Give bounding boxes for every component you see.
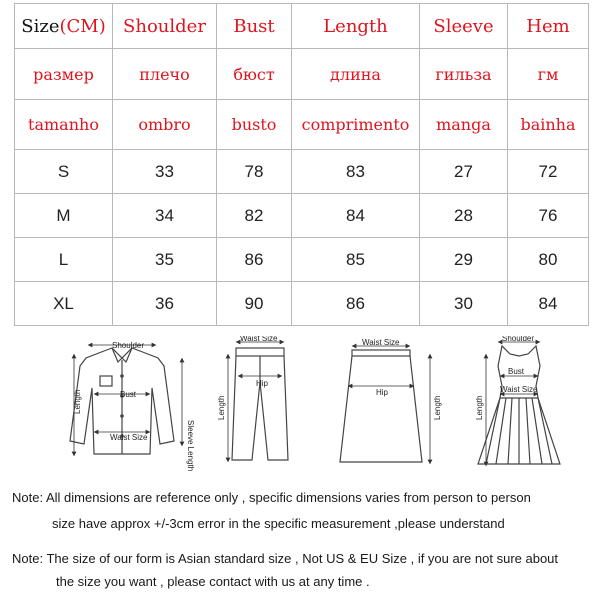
table-cell: 28 (420, 194, 508, 238)
russian-cell: бюст (217, 49, 292, 100)
note-1-line-2: size have approx +/-3cm error in the specific measurement ,please understand (52, 516, 505, 531)
header-cell: Shoulder (113, 4, 217, 49)
notes-section (0, 478, 600, 600)
russian-cell: размер (15, 49, 113, 100)
portuguese-cell: manga (420, 100, 508, 150)
table-cell: 33 (113, 150, 217, 194)
table-cell: 83 (292, 150, 420, 194)
dress-length-label: Length (475, 395, 484, 420)
table-cell: 30 (420, 282, 508, 326)
table-cell: 27 (420, 150, 508, 194)
table-cell: 85 (292, 238, 420, 282)
shirt-sleeve-label: Sleeve Length (186, 420, 195, 472)
portuguese-cell: comprimento (292, 100, 420, 150)
russian-cell: длина (292, 49, 420, 100)
table-cell: 29 (420, 238, 508, 282)
header-cell: Sleeve (420, 4, 508, 49)
table-cell: 72 (508, 150, 589, 194)
table-header-row (15, 4, 589, 49)
size-cell: M (15, 194, 113, 238)
portuguese-cell: tamanho (15, 100, 113, 150)
table-cell: 34 (113, 194, 217, 238)
table-cell: 84 (508, 282, 589, 326)
note-2-line-1: Note: The size of our form is Asian standard size , Not US & EU Size , if you are not sure about (12, 551, 559, 566)
table-cell: 35 (113, 238, 217, 282)
table-row (15, 238, 589, 282)
table-cell: 82 (217, 194, 292, 238)
table-row-portuguese (15, 100, 589, 150)
garment-diagrams (0, 336, 600, 474)
size-cell: L (15, 238, 113, 282)
pants-waist-label: Waist Size (240, 336, 278, 343)
size-cell: XL (15, 282, 113, 326)
dress-waist-label: Waist Size (500, 385, 538, 394)
russian-cell: гильза (420, 49, 508, 100)
table-cell: 36 (113, 282, 217, 326)
shirt-bust-label: Bust (120, 390, 137, 399)
measurement-illustrations (0, 336, 600, 474)
note-1-line-1: Note: All dimensions are reference only , specific dimensions varies from person to person (12, 490, 531, 505)
table-cell: 76 (508, 194, 589, 238)
skirt-waist-label: Waist Size (362, 338, 400, 347)
table-row (15, 194, 589, 238)
dress-bust-label: Bust (508, 367, 525, 376)
pants-diagram (228, 342, 288, 460)
skirt-diagram (340, 346, 430, 462)
shirt-shoulder-label: Shoulder (112, 341, 145, 350)
portuguese-cell: busto (217, 100, 292, 150)
size-table (14, 3, 589, 326)
size-header-cell: Size(CM) (15, 4, 113, 49)
table-row (15, 282, 589, 326)
header-cell: Bust (217, 4, 292, 49)
dress-shoulder-label: Shoulder (502, 336, 535, 343)
table-cell: 80 (508, 238, 589, 282)
pants-length-label: Length (217, 395, 226, 420)
size-cell: S (15, 150, 113, 194)
header-cell: Hem (508, 4, 589, 49)
table-row-russian (15, 49, 589, 100)
russian-cell: гм (508, 49, 589, 100)
table-cell: 84 (292, 194, 420, 238)
table-row (15, 150, 589, 194)
header-cell: Length (292, 4, 420, 49)
table-cell: 86 (217, 238, 292, 282)
shirt-length-label: Length (73, 389, 82, 414)
note-2-line-2: the size you want , please contact with us at any time . (56, 574, 370, 589)
portuguese-cell: bainha (508, 100, 589, 150)
pants-hip-label: Hip (256, 379, 269, 388)
portuguese-cell: ombro (113, 100, 217, 150)
russian-cell: плечо (113, 49, 217, 100)
dress-diagram (478, 342, 560, 464)
table-cell: 90 (217, 282, 292, 326)
shirt-waist-label: Waist Size (110, 433, 148, 442)
skirt-length-label: Length (433, 395, 442, 420)
table-cell: 78 (217, 150, 292, 194)
table-cell: 86 (292, 282, 420, 326)
skirt-hip-label: Hip (376, 388, 389, 397)
